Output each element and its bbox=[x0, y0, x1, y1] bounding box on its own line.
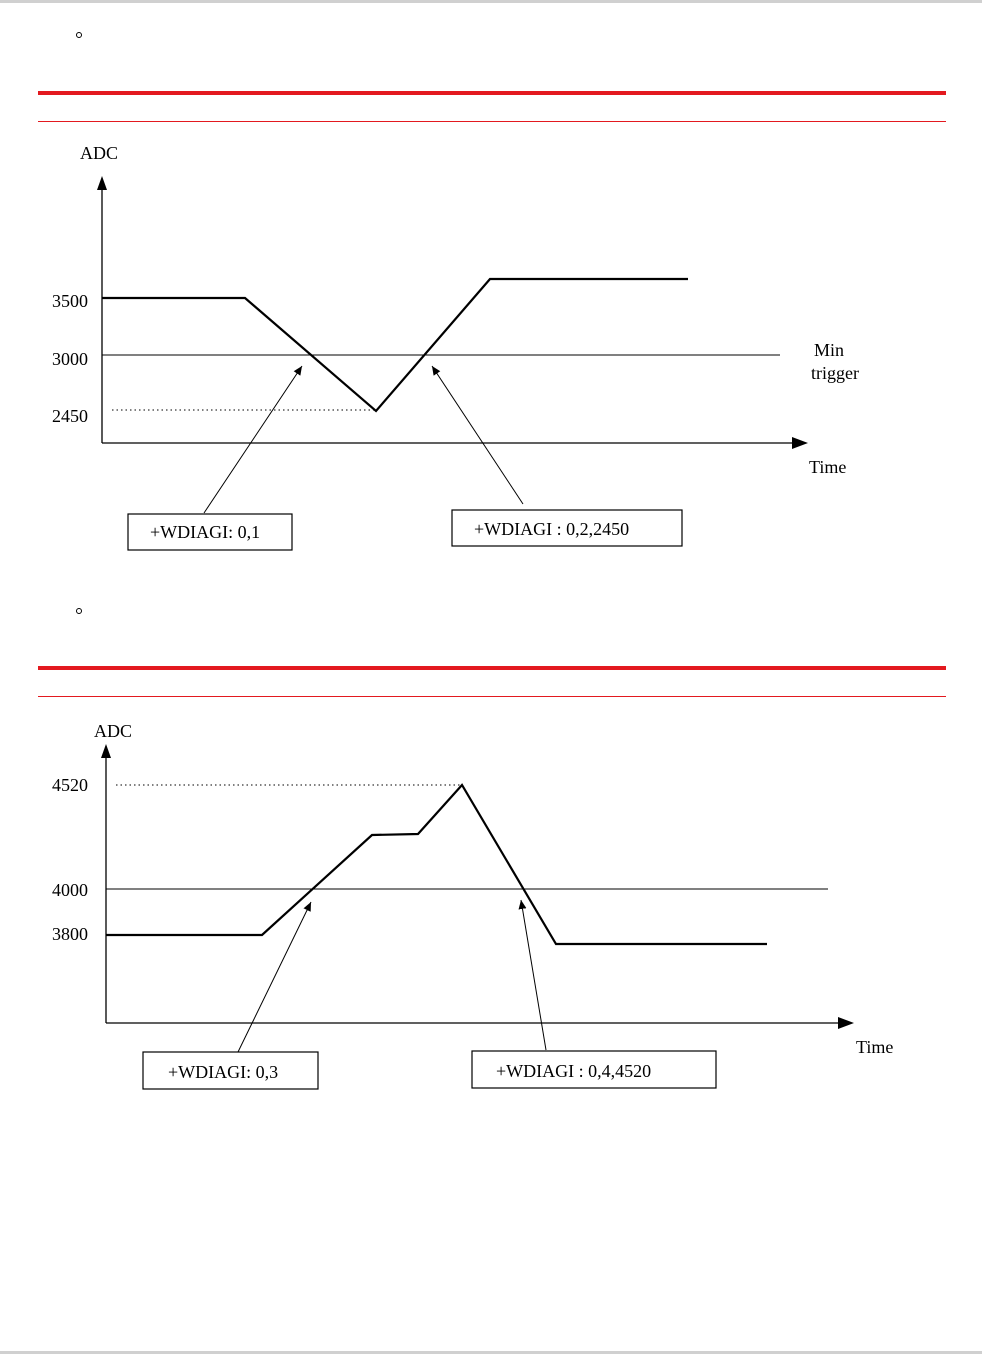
signal-trace bbox=[102, 279, 688, 411]
callout-arrow-left bbox=[204, 366, 302, 513]
callout-text-right: +WDIAGI : 0,4,4520 bbox=[496, 1061, 652, 1081]
tick-4520: 4520 bbox=[52, 775, 88, 795]
x-axis-arrow bbox=[792, 437, 808, 449]
min-trigger-label-line2: trigger bbox=[811, 363, 859, 383]
section-2-rule-thin bbox=[38, 696, 946, 697]
signal-trace bbox=[106, 785, 767, 944]
tick-3500: 3500 bbox=[52, 291, 88, 311]
page-top-edge bbox=[0, 0, 982, 3]
diagram-2 bbox=[0, 700, 982, 1100]
x-axis-label: Time bbox=[809, 457, 847, 477]
min-trigger-label-line1: Min bbox=[814, 340, 845, 360]
callout-text-right: +WDIAGI : 0,2,2450 bbox=[474, 519, 630, 539]
section-1-rule-thin bbox=[38, 121, 946, 122]
callout-text-left: +WDIAGI: 0,1 bbox=[150, 522, 261, 542]
tick-3800: 3800 bbox=[52, 924, 88, 944]
x-axis-arrow bbox=[838, 1017, 854, 1029]
bullet-1 bbox=[76, 32, 82, 38]
bullet-2 bbox=[76, 608, 82, 614]
tick-4000: 4000 bbox=[52, 880, 88, 900]
section-2-rule-thick bbox=[38, 666, 946, 670]
x-axis-label: Time bbox=[856, 1037, 894, 1057]
y-axis-label: ADC bbox=[80, 143, 119, 163]
y-axis-label: ADC bbox=[94, 721, 133, 741]
callout-text-left: +WDIAGI: 0,3 bbox=[168, 1062, 279, 1082]
callout-arrow-right bbox=[432, 366, 523, 504]
diagram-1 bbox=[0, 130, 982, 580]
y-axis-arrow bbox=[101, 744, 111, 758]
section-1-rule-thick bbox=[38, 91, 946, 95]
tick-2450: 2450 bbox=[52, 406, 88, 426]
y-axis-arrow bbox=[97, 176, 107, 190]
tick-3000: 3000 bbox=[52, 349, 88, 369]
